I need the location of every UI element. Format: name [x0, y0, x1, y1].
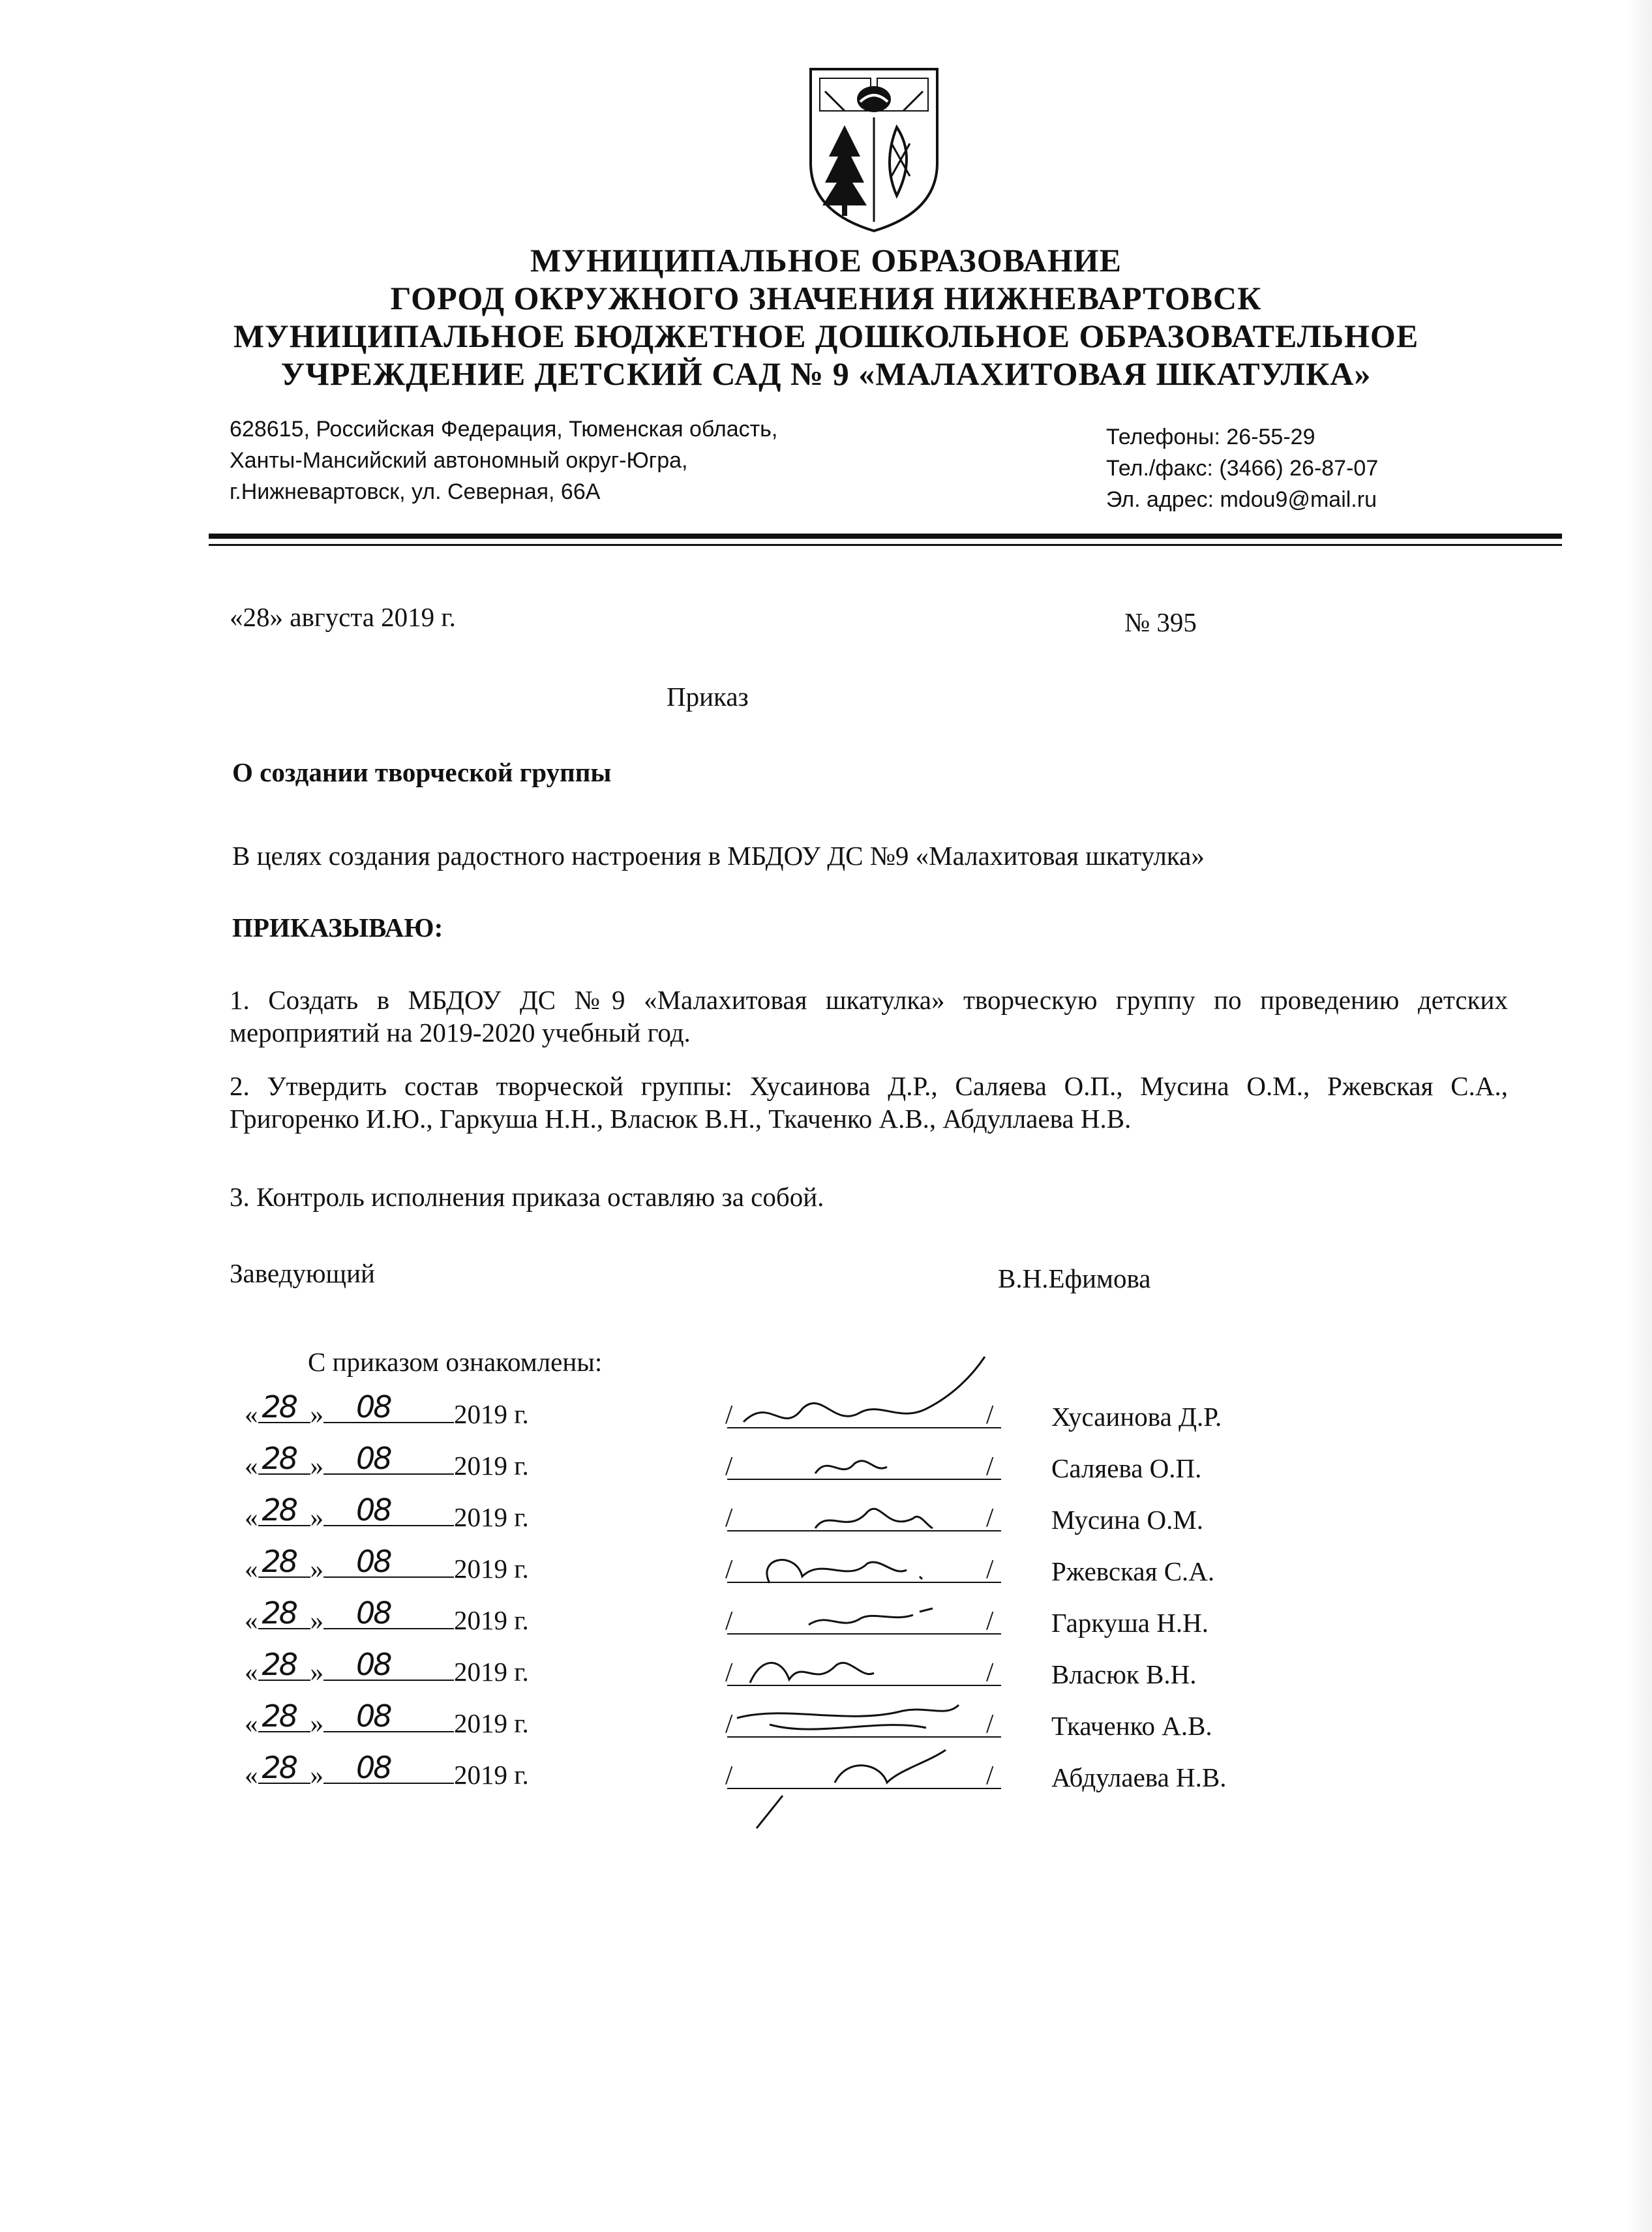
- close-quote: »: [310, 1760, 323, 1790]
- year-suffix: 2019 г.: [454, 1451, 529, 1481]
- signature-slash-left: /: [725, 1451, 733, 1481]
- signature-slash-right: /: [986, 1708, 994, 1738]
- handwritten-month: 08: [356, 1750, 391, 1785]
- year-suffix: 2019 г.: [454, 1760, 529, 1790]
- acknowledgement-name: Власюк В.Н.: [1051, 1659, 1197, 1689]
- header-line-3: МУНИЦИПАЛЬНОЕ БЮДЖЕТНОЕ ДОШКОЛЬНОЕ ОБРАЗОВАТЕЛЬНОЕ: [233, 318, 1419, 354]
- year-suffix: 2019 г.: [454, 1605, 529, 1635]
- open-quote: «: [245, 1760, 258, 1790]
- head-title: Заведующий: [230, 1258, 375, 1288]
- order-date: «28» августа 2019 г.: [230, 602, 456, 632]
- signature-slash-left: /: [725, 1605, 733, 1635]
- signature-slash-right: /: [986, 1605, 994, 1635]
- handwritten-day: 28: [262, 1492, 297, 1528]
- document-type: Приказ: [667, 682, 749, 712]
- year-suffix: 2019 г.: [454, 1399, 529, 1429]
- order-item-3: 3. Контроль исполнения приказа оставляю за собой.: [230, 1182, 824, 1212]
- close-quote: »: [310, 1708, 323, 1738]
- header-divider-thin: [209, 544, 1562, 546]
- handwritten-month: 08: [356, 1698, 391, 1734]
- header-line-1: МУНИЦИПАЛЬНОЕ ОБРАЗОВАНИЕ: [530, 242, 1122, 279]
- close-quote: »: [310, 1554, 323, 1584]
- signature-slash-right: /: [986, 1502, 994, 1532]
- handwritten-day: 28: [262, 1544, 297, 1579]
- open-quote: «: [245, 1451, 258, 1481]
- year-suffix: 2019 г.: [454, 1502, 529, 1532]
- signature-slash-left: /: [725, 1760, 733, 1790]
- open-quote: «: [245, 1708, 258, 1738]
- signature-slash-right: /: [986, 1451, 994, 1481]
- order-item-2: 2. Утвердить состав творческой группы: Хусаинова Д.Р., Саляева О.П., Мусина О.М., Ржевская С.А., Григоренко И.Ю., Гаркуша Н.Н., Власюк В.Н., Ткаченко А.В., Абдуллаева Н.В.: [230, 1071, 1508, 1134]
- address-line-2: Ханты-Мансийский автономный округ-Югра,: [230, 448, 688, 473]
- signature-stroke: [757, 1750, 946, 1828]
- handwritten-month: 08: [356, 1441, 391, 1476]
- year-suffix: 2019 г.: [454, 1554, 529, 1584]
- signature-slash-left: /: [725, 1657, 733, 1687]
- acknowledgement-name: Хусаинова Д.Р.: [1051, 1402, 1222, 1432]
- acknowledgement-row: [0, 1750, 1652, 1796]
- head-name: В.Н.Ефимова: [998, 1263, 1151, 1293]
- open-quote: «: [245, 1605, 258, 1635]
- acknowledgement-name: Саляева О.П.: [1051, 1453, 1202, 1483]
- open-quote: «: [245, 1502, 258, 1532]
- signature-slash-left: /: [725, 1708, 733, 1738]
- contact-email: Эл. адрес: mdou9@mail.ru: [1106, 487, 1377, 512]
- handwritten-day: 28: [262, 1647, 297, 1682]
- year-suffix: 2019 г.: [454, 1657, 529, 1687]
- close-quote: »: [310, 1399, 323, 1429]
- handwritten-signature: [0, 1704, 1652, 1835]
- order-item-1: 1. Создать в МБДОУ ДС №9 «Малахитовая шкатулка» творческую группу по проведению детских мероприятий на 2019-2020 учебный год.: [230, 985, 1508, 1048]
- signature-slash-left: /: [725, 1554, 733, 1584]
- close-quote: »: [310, 1502, 323, 1532]
- close-quote: »: [310, 1605, 323, 1635]
- acknowledgement-name: Гаркуша Н.Н.: [1051, 1608, 1209, 1638]
- handwritten-month: 08: [356, 1389, 391, 1425]
- order-subject: О создании творческой группы: [232, 757, 612, 787]
- signature-slash-left: /: [725, 1399, 733, 1429]
- handwritten-day: 28: [262, 1698, 297, 1734]
- open-quote: «: [245, 1554, 258, 1584]
- header-line-2: ГОРОД ОКРУЖНОГО ЗНАЧЕНИЯ НИЖНЕВАРТОВСК: [390, 280, 1262, 316]
- signature-slash-left: /: [725, 1502, 733, 1532]
- contact-phone: Телефоны: 26-55-29: [1106, 425, 1315, 449]
- handwritten-day: 28: [262, 1750, 297, 1785]
- acknowledgement-name: Ржевская С.А.: [1051, 1556, 1215, 1586]
- close-quote: »: [310, 1451, 323, 1481]
- handwritten-day: 28: [262, 1441, 297, 1476]
- open-quote: «: [245, 1657, 258, 1687]
- address-line-3: г.Нижневартовск, ул. Северная, 66А: [230, 479, 601, 504]
- signature-slash-right: /: [986, 1657, 994, 1687]
- open-quote: «: [245, 1399, 258, 1429]
- address-line-1: 628615, Российская Федерация, Тюменская область,: [230, 417, 778, 442]
- header-divider-thick: [209, 534, 1562, 539]
- close-quote: »: [310, 1657, 323, 1687]
- acknowledgement-name: Ткаченко А.В.: [1051, 1711, 1212, 1741]
- header-line-4: УЧРЕЖДЕНИЕ ДЕТСКИЙ САД № 9 «МАЛАХИТОВАЯ ШКАТУЛКА»: [280, 355, 1372, 392]
- signature-slash-right: /: [986, 1760, 994, 1790]
- year-suffix: 2019 г.: [454, 1708, 529, 1738]
- handwritten-month: 08: [356, 1647, 391, 1682]
- acknowledgement-name: Мусина О.М.: [1051, 1505, 1204, 1535]
- signature-slash-right: /: [986, 1554, 994, 1584]
- handwritten-day: 28: [262, 1595, 297, 1631]
- order-command: ПРИКАЗЫВАЮ:: [232, 912, 443, 943]
- handwritten-month: 08: [356, 1492, 391, 1528]
- acknowledgement-name: Абдулаева Н.В.: [1051, 1762, 1227, 1792]
- order-preamble: В целях создания радостного настроения в МБДОУ ДС №9 «Малахитовая шкатулка»: [232, 841, 1205, 871]
- acknowledgement-heading: С приказом ознакомлены:: [308, 1347, 603, 1377]
- handwritten-month: 08: [356, 1595, 391, 1631]
- contact-fax: Тел./факс: (3466) 26-87-07: [1106, 456, 1379, 481]
- handwritten-month: 08: [356, 1544, 391, 1579]
- order-number: № 395: [1124, 607, 1197, 637]
- city-coat-of-arms-icon: [805, 65, 942, 235]
- handwritten-day: 28: [262, 1389, 297, 1425]
- signature-slash-right: /: [986, 1399, 994, 1429]
